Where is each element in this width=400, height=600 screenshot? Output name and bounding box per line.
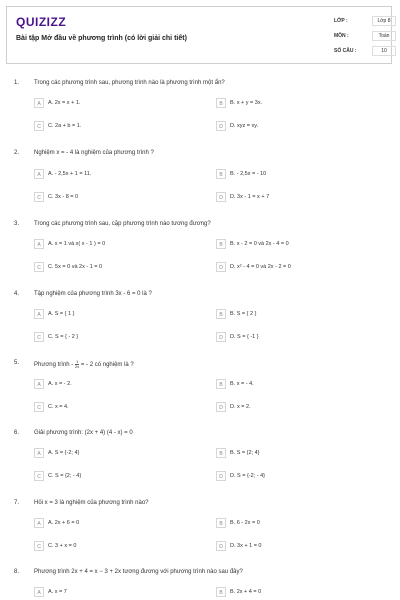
option-text: B. S = { 2 } <box>230 311 257 317</box>
option-letter-badge: B <box>216 309 226 319</box>
option-a[interactable] <box>34 309 174 321</box>
option-b[interactable] <box>216 98 356 110</box>
question-number: 5. <box>14 360 20 366</box>
option-c[interactable] <box>34 471 174 483</box>
grade-meta <box>334 18 391 24</box>
fraction <box>75 360 79 369</box>
option-text: D. 3x + 1 = 0 <box>230 543 262 549</box>
option-d[interactable] <box>216 262 356 274</box>
option-d[interactable] <box>216 402 356 414</box>
option-letter-badge: A <box>34 309 44 319</box>
option-letter-badge: B <box>216 169 226 179</box>
option-letter-badge: A <box>34 98 44 108</box>
grade-label: LỚP : <box>334 18 348 24</box>
subject-value: Toán <box>372 31 396 41</box>
option-text: C. 3x - 8 = 0 <box>48 194 79 200</box>
option-letter-badge: D <box>216 541 226 551</box>
option-text: B. 2x + 4 = 0 <box>230 589 262 595</box>
option-letter-badge: C <box>34 471 44 481</box>
option-text: B. 6 - 2x = 0 <box>230 520 260 526</box>
question-number: 4. <box>14 291 20 297</box>
option-a[interactable] <box>34 448 174 460</box>
count-label: SỐ CÂU : <box>334 48 357 54</box>
option-letter-badge: C <box>34 402 44 412</box>
option-letter-badge: B <box>216 587 226 597</box>
option-letter-badge: D <box>216 192 226 202</box>
option-text: C. 5x = 0 và 2x - 1 = 0 <box>48 264 103 270</box>
option-text: D. S = {-2; - 4} <box>230 473 266 479</box>
option-letter-badge: D <box>216 121 226 131</box>
option-letter-badge: C <box>34 332 44 342</box>
fraction-denominator: 2x <box>74 364 80 369</box>
option-b[interactable] <box>216 169 356 181</box>
question-number: 1. <box>14 80 20 86</box>
option-letter-badge: D <box>216 262 226 272</box>
question-text-before: Phương trình - <box>34 362 74 369</box>
option-text: A. 2x + 6 = 0 <box>48 520 80 526</box>
option-letter-badge: D <box>216 471 226 481</box>
option-d[interactable] <box>216 471 356 483</box>
worksheet-header <box>6 6 392 64</box>
option-text: C. x = 4. <box>48 404 69 410</box>
option-a[interactable] <box>34 587 174 599</box>
option-d[interactable] <box>216 192 356 204</box>
question-text-after: = - 2 có nghiệm là ? <box>80 362 134 369</box>
option-letter-badge: C <box>34 192 44 202</box>
option-text: C. 3 + x = 0 <box>48 543 77 549</box>
option-letter-badge: D <box>216 402 226 412</box>
question-text: Hỏi x = 3 là nghiệm của phương trình nào? <box>34 500 149 506</box>
option-letter-badge: B <box>216 98 226 108</box>
question-number: 8. <box>14 569 20 575</box>
option-text: A. S = { 1 } <box>48 311 75 317</box>
question-text: Trong các phương trình sau, phương trình nào là phương trình một ẩn? <box>34 80 225 86</box>
option-c[interactable] <box>34 402 174 414</box>
option-b[interactable] <box>216 587 356 599</box>
option-a[interactable] <box>34 98 174 110</box>
option-letter-badge: C <box>34 262 44 272</box>
option-letter-badge: D <box>216 332 226 342</box>
question-text <box>34 360 134 369</box>
subject-meta <box>334 33 390 39</box>
option-b[interactable] <box>216 448 356 460</box>
option-c[interactable] <box>34 332 174 344</box>
option-b[interactable] <box>216 239 356 251</box>
option-letter-badge: B <box>216 379 226 389</box>
option-text: D. x² - 4 = 0 và 2x - 2 = 0 <box>230 264 291 270</box>
question-text: Trong các phương trình sau, cặp phương trình nào tương đương? <box>34 221 211 227</box>
fraction-numerator: 1 <box>75 359 79 364</box>
grade-value: Lớp 8 <box>372 16 396 26</box>
option-b[interactable] <box>216 518 356 530</box>
question-text: Phương trình 2x + 4 = x − 3 + 2x tương đương với phương trình nào sau đây? <box>34 569 243 575</box>
option-letter-badge: C <box>34 121 44 131</box>
subject-label: MÔN : <box>334 33 349 39</box>
option-text: C. S = { - 2 } <box>48 334 79 340</box>
option-d[interactable] <box>216 332 356 344</box>
option-letter-badge: B <box>216 239 226 249</box>
question-number: 6. <box>14 430 20 436</box>
option-text: D. 3x - 1 = x + 7 <box>230 194 270 200</box>
option-letter-badge: A <box>34 518 44 528</box>
question-text: Giải phương trình: (2x + 4) (4 - x) = 0 <box>34 430 133 436</box>
option-letter-badge: C <box>34 541 44 551</box>
option-text: B. x = - 4. <box>230 381 254 387</box>
option-c[interactable] <box>34 192 174 204</box>
option-text: A. x = - 2. <box>48 381 72 387</box>
count-value: 10 <box>372 46 396 56</box>
option-d[interactable] <box>216 541 356 553</box>
option-a[interactable] <box>34 169 174 181</box>
option-a[interactable] <box>34 239 174 251</box>
option-text: C. S = {2; - 4} <box>48 473 82 479</box>
worksheet-title: Bài tập Mở đầu về phương trình (có lời giải chi tiết) <box>16 35 187 42</box>
option-text: A. x = 7 <box>48 589 67 595</box>
option-text: B. x + y = 3x. <box>230 100 263 106</box>
question-number: 7. <box>14 500 20 506</box>
option-c[interactable] <box>34 262 174 274</box>
option-text: A. S = {-2; 4} <box>48 450 80 456</box>
option-a[interactable] <box>34 379 174 391</box>
option-text: D. xyz = xy. <box>230 123 259 129</box>
option-letter-badge: A <box>34 169 44 179</box>
option-text: A. x = 1 và x( x - 1 ) = 0 <box>48 241 106 247</box>
option-b[interactable] <box>216 309 356 321</box>
option-text: A. - 2,5x + 1 = 11. <box>48 171 92 177</box>
option-letter-badge: B <box>216 448 226 458</box>
option-d[interactable] <box>216 121 356 133</box>
option-letter-badge: A <box>34 448 44 458</box>
option-letter-badge: A <box>34 587 44 597</box>
option-text: A. 2x = x + 1. <box>48 100 81 106</box>
option-c[interactable] <box>34 541 174 553</box>
option-letter-badge: A <box>34 379 44 389</box>
question-number: 2. <box>14 150 20 156</box>
question-number: 3. <box>14 221 20 227</box>
option-text: D. x = 2. <box>230 404 251 410</box>
option-a[interactable] <box>34 518 174 530</box>
option-text: B. x - 2 = 0 và 2x - 4 = 0 <box>230 241 289 247</box>
quizizz-logo: QUIZIZZ <box>16 15 67 29</box>
option-text: B. S = {2; 4} <box>230 450 260 456</box>
option-c[interactable] <box>34 121 174 133</box>
count-meta <box>334 48 387 54</box>
option-letter-badge: A <box>34 239 44 249</box>
option-text: B. - 2,5x = - 10 <box>230 171 267 177</box>
option-b[interactable] <box>216 379 356 391</box>
question-text: Tập nghiệm của phương trình 3x - 6 = 0 là ? <box>34 291 152 297</box>
option-text: C. 2a + b = 1. <box>48 123 82 129</box>
option-text: D. S = { -1 } <box>230 334 259 340</box>
option-letter-badge: B <box>216 518 226 528</box>
question-text: Nghiệm x = - 4 là nghiệm của phương trình ? <box>34 150 154 156</box>
